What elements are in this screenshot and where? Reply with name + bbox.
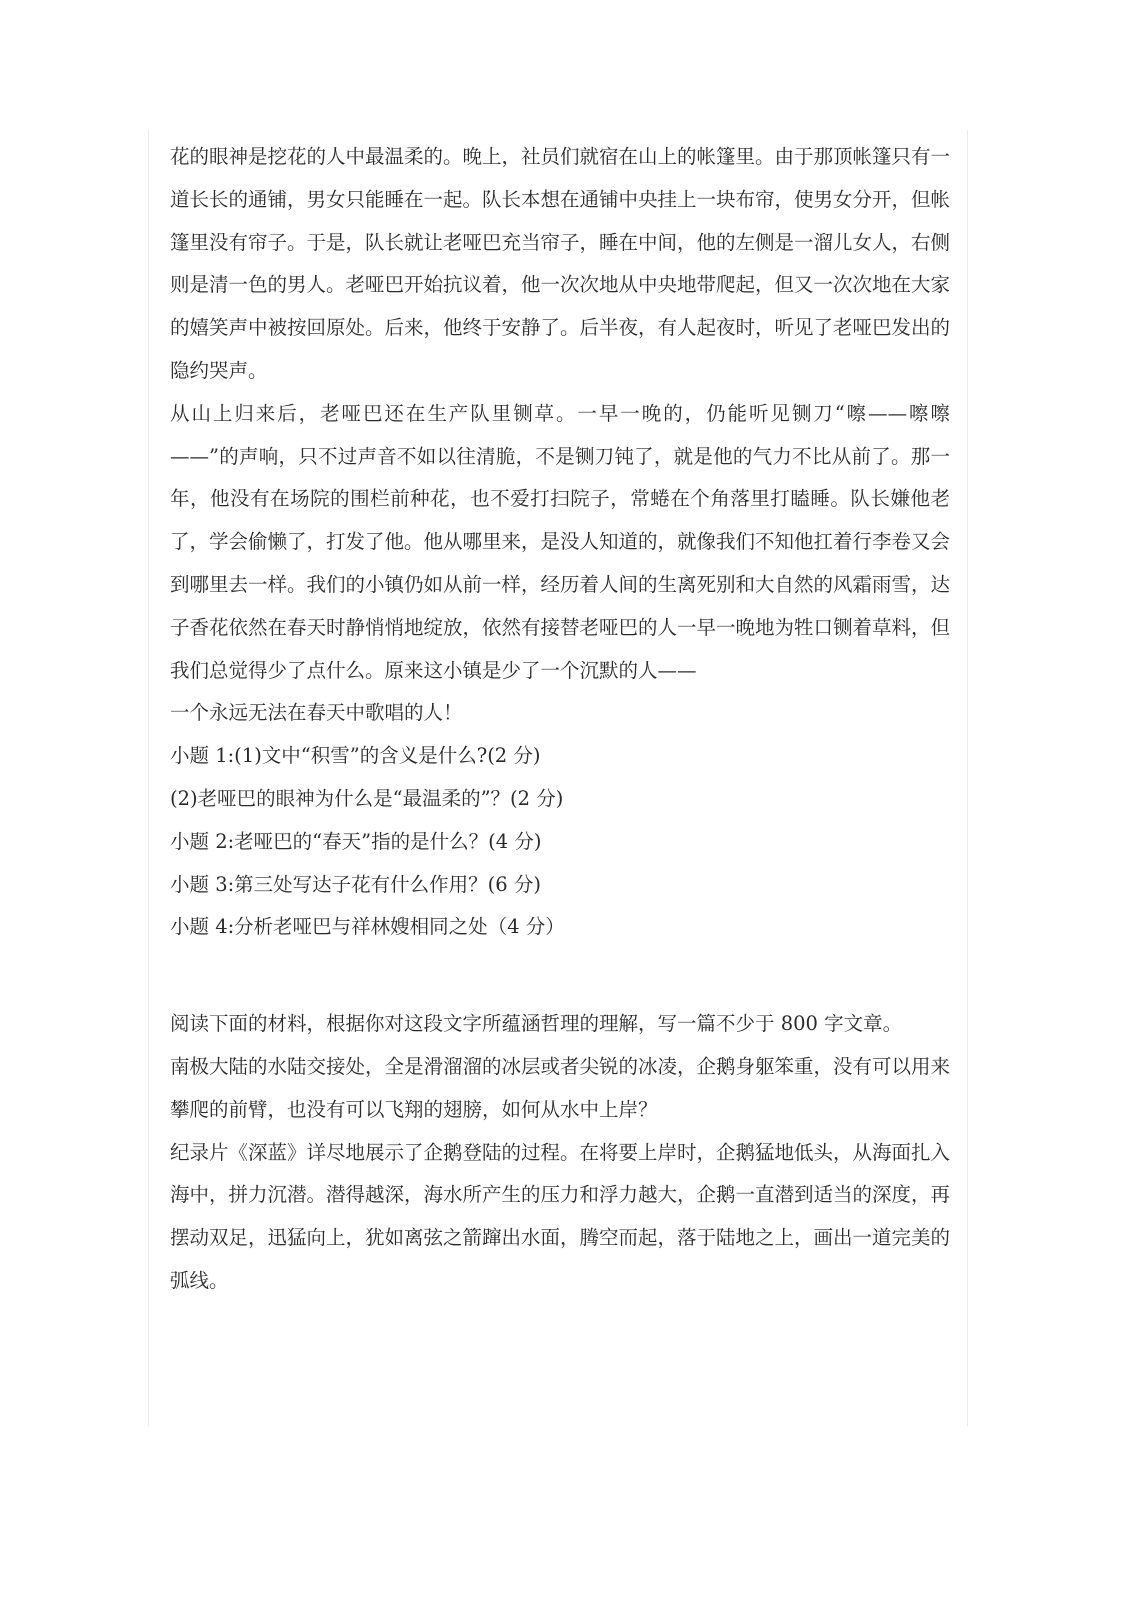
document-content [170,136,950,1303]
story-paragraph-2: 从山上归来后，老哑巴还在生产队里铡草。一早一晚的，仍能听见铡刀“嚓——嚓嚓——”的声响，只不过声音不如以往清脆，不是铡刀钝了，就是他的气力不比从前了。那一年，他没有在场院的围栏前种花，也不爱打扫院子，常蜷在个角落里打瞌睡。队长嫌他老了，学会偷懒了，打发了他。他从哪里来，是没人知道的，就像我们不知他扛着行李卷又会到哪里去一样。我们的小镇仍如从前一样，经历着人间的生离死别和大自然的风霜雨雪，达子香花依然在春天时静悄悄地绽放，依然有接替老哑巴的人一早一晚地为牲口铡着草料，但我们总觉得少了点什么。原来这小镇是少了一个沉默的人—— [170,401,951,682]
question-2: 小题 2:老哑巴的“春天”指的是什么？(4 分) [170,829,542,853]
story-paragraph-1: 花的眼神是挖花的人中最温柔的。晚上，社员们就宿在山上的帐篷里。由于那顶帐篷只有一道长长的通铺，男女只能睡在一起。队长本想在通铺中央挂上一块布帘，使男女分开，但帐篷里没有帘子。于是，队长就让老哑巴充当帘子，睡在中间，他的左侧是一溜儿女人，右侧则是清一色的男人。老哑巴开始抗议着，他一次次地从中央地带爬起，但又一次次地在大家的嬉笑声中被按回原处。后来，他终于安静了。后半夜，有人起夜时，听见了老哑巴发出的隐约哭声。 [170,145,951,382]
essay-prompt: 阅读下面的材料，根据你对这段文字所蕴涵哲理的理解，写一篇不少于 800 字文章。 [170,1012,903,1036]
question-3: 小题 3:第三处写达子花有什么作用？(6 分) [170,872,541,896]
question-1-part-1: 小题 1:(1)文中“积雪”的含义是什么?(2 分) [170,744,541,768]
question-4: 小题 4:分析老哑巴与祥林嫂相同之处（4 分） [170,915,565,939]
essay-material-2: 纪录片《深蓝》详尽地展示了企鹅登陆的过程。在将要上岸时，企鹅猛地低头，从海面扎入海中，拼力沉潜。潜得越深，海水所产生的压力和浮力越大，企鹅一直潜到适当的深度，再摆动双足，迅猛向上，犹如离弦之箭蹿出水面，腾空而起，落于陆地之上，画出一道完美的弧线。 [170,1140,951,1292]
essay-material-1: 南极大陆的水陆交接处，全是滑溜溜的冰层或者尖锐的冰凌，企鹅身躯笨重，没有可以用来攀爬的前臂，也没有可以飞翔的翅膀，如何从水中上岸？ [170,1054,951,1121]
question-1-part-2: (2)老哑巴的眼神为什么是“最温柔的”？(2 分) [170,786,564,810]
story-paragraph-3: 一个永远无法在春天中歌唱的人！ [170,701,463,725]
section-gap [170,949,950,1003]
